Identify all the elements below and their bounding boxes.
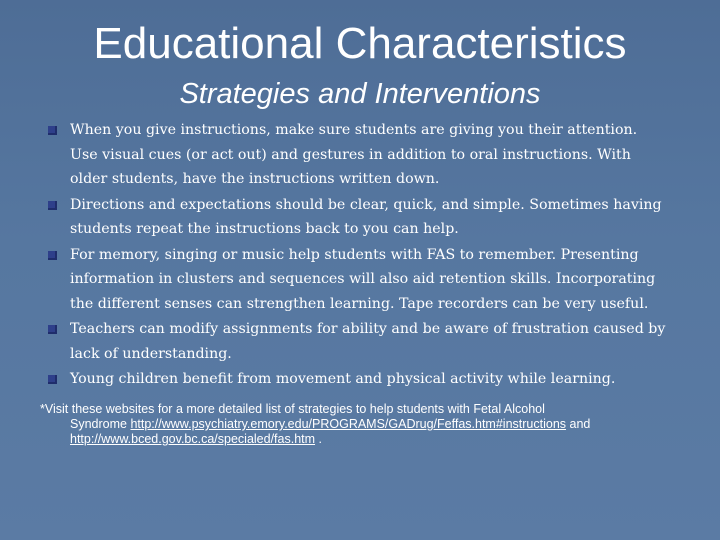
footnote-period: . — [315, 432, 322, 446]
footnote-and: and — [566, 417, 591, 431]
square-bullet-icon — [48, 375, 57, 384]
footnote-links-line — [40, 417, 680, 447]
slide-subtitle: Strategies and Interventions — [179, 78, 541, 110]
bullet-item — [48, 193, 668, 242]
bullet-text: Directions and expectations should be clear, quick, and simple. Sometimes having students repeat the instructions back to you can help. — [70, 196, 662, 237]
square-bullet-icon — [48, 251, 57, 260]
square-bullet-icon — [48, 201, 57, 210]
bullet-text: Young children benefit from movement and physical activity while learning. — [70, 371, 616, 387]
footnote — [40, 402, 680, 447]
bullet-text: Teachers can modify assignments for ability and be aware of frustration caused by lack of understanding. — [70, 321, 666, 362]
square-bullet-icon — [48, 325, 57, 334]
bullet-item — [48, 367, 668, 392]
footnote-text: *Visit these websites for a more detailed list of strategies to help students with Fetal Alcohol — [40, 402, 545, 416]
bced-link[interactable]: http://www.bced.gov.bc.ca/specialed/fas.htm — [70, 432, 316, 446]
bullet-item — [48, 118, 668, 192]
bullet-text: For memory, singing or music help students with FAS to remember. Presenting information in clusters and sequences will also aid retention skills. Incorporating the different senses can strengthen learning. Tape recorders can be very useful. — [70, 246, 656, 312]
bullet-item — [48, 243, 668, 317]
emory-link[interactable]: http://www.psychiatry.emory.edu/PROGRAMS/GADrug/Feffas.htm#instructions — [130, 417, 567, 431]
square-bullet-icon — [48, 126, 57, 135]
bullet-list — [48, 118, 668, 393]
slide-title: Educational Characteristics — [93, 19, 627, 68]
footnote-syndrome: Syndrome — [70, 417, 131, 431]
bullet-item — [48, 317, 668, 366]
bullet-text: When you give instructions, make sure students are giving you their attention. Use visual cues (or act out) and gestures in addition to oral instructions. With older students, have the instructions written down. — [70, 122, 638, 187]
